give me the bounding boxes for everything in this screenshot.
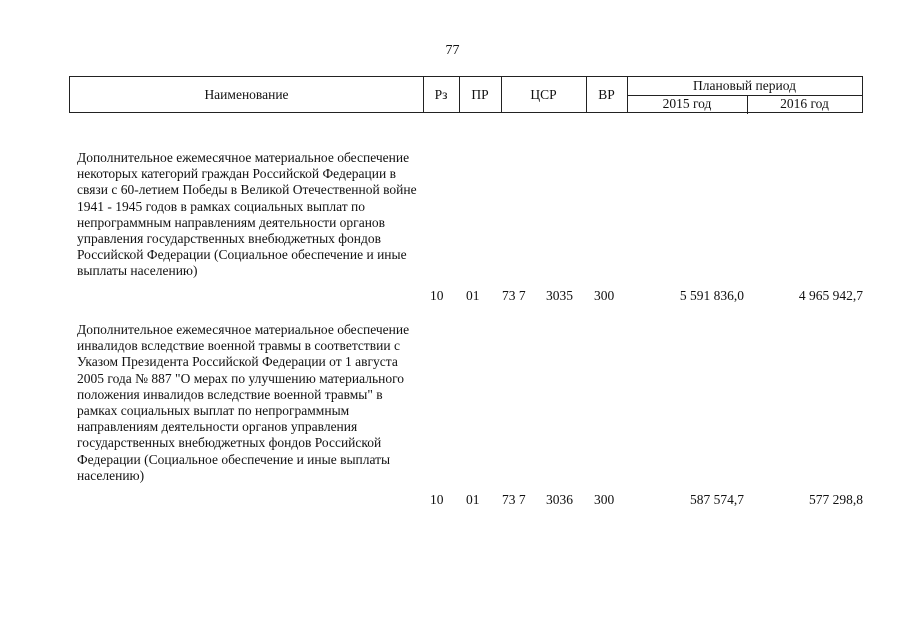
header-csr: ЦСР [530,86,557,102]
page-number: 77 [445,43,460,58]
row-1-name: Дополнительное ежемесячное материальное обеспечение некоторых категорий граждан Российской Федерации в связи с 60-летием Победы в Великой Отечественной войне 1941 - 1945 годов в рамках социальных выплат по непрограммным направлениям деятельности органов управления государственных внебюджетных фондов Российской Федерации (Социальное обеспечение и иные выплаты населению) [77,150,417,279]
row-2-csr-program: 73 7 [502,492,526,507]
header-vr: ВР [598,86,615,102]
row-2-2016: 577 298,8 [809,492,863,507]
row-1-pr: 01 [466,288,480,303]
row-1-2016: 4 965 942,7 [798,288,863,303]
row-2-csr-code: 3036 [546,492,573,507]
header-plan-period: Плановый период [627,77,862,96]
row-2-pr: 01 [466,492,480,507]
header-rz: Рз [434,86,448,102]
table-header [69,76,863,113]
row-1-rz: 10 [430,288,444,303]
row-2-rz: 10 [430,492,444,507]
header-name: Наименование [204,86,289,102]
row-1-csr-program: 73 7 [502,288,526,303]
row-2-2015: 587 574,7 [690,492,744,507]
header-pr: ПР [471,86,489,102]
row-1-csr-code: 3035 [546,288,573,303]
header-year-2015: 2015 год [662,95,712,111]
row-2-vr: 300 [594,492,615,507]
header-year-2016: 2016 год [780,95,829,111]
header-plan-period-group [627,77,862,112]
row-1-vr: 300 [594,288,615,303]
row-2-name: Дополнительное ежемесячное материальное обеспечение инвалидов вследствие военной травмы в соответствии с Указом Президента Российской Федерации от 1 августа 2005 года № 887 "О мерах по улучшению материального положения инвалидов вследствие военной травмы" в рамках социальных выплат по непрограммным направлениям деятельности органов управления государственных внебюджетных фондов Российской Федерации (Социальное обеспечение и иные выплаты населению) [77,322,410,483]
row-1-2015: 5 591 836,0 [679,288,744,303]
